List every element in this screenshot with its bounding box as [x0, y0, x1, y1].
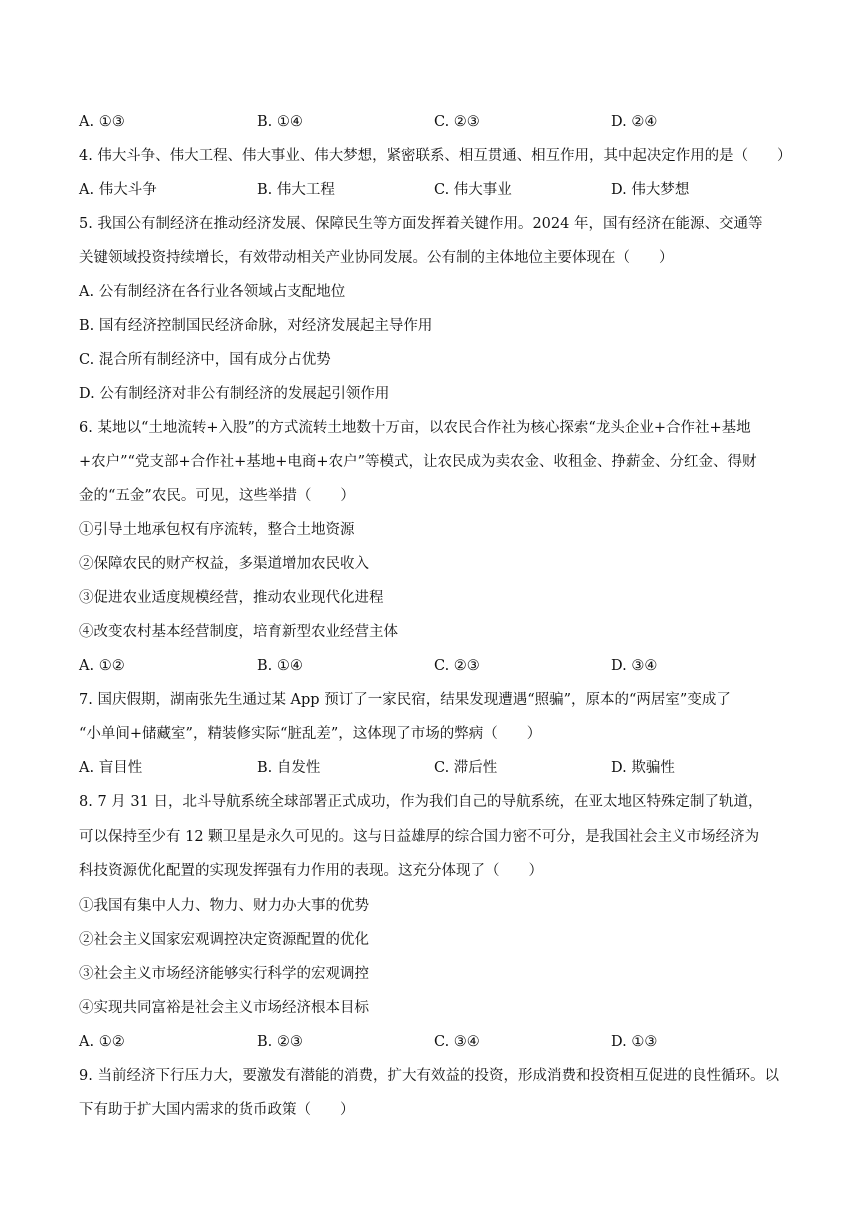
q6-statement-3: ③促进农业适度规模经营，推动农业现代化进程 — [79, 590, 384, 606]
q5-option-c[interactable]: C. 混合所有制经济中，国有成分占优势 — [79, 352, 331, 368]
q7-option-d[interactable]: D. 欺骗性 — [611, 760, 675, 776]
q4-option-d[interactable]: D. 伟大梦想 — [611, 182, 690, 198]
q8-statement-1: ①我国有集中人力、物力、财力办大事的优势 — [79, 898, 369, 914]
q6-option-b[interactable]: B. ①④ — [257, 658, 303, 674]
q6-statement-4: ④改变农村基本经营制度，培育新型农业经营主体 — [79, 624, 398, 640]
q5-stem-line-1: 5. 我国公有制经济在推动经济发展、保障民生等方面发挥着关键作用。2024 年，国有经济在能源、交通等 — [79, 216, 763, 232]
q8-option-c[interactable]: C. ③④ — [434, 1034, 480, 1050]
q8-stem-line-3: 科技资源优化配置的实现发挥强有力作用的表现。这充分体现了（ ） — [79, 863, 543, 879]
q9-stem-line-2: 下有助于扩大国内需求的货币政策（ ） — [79, 1102, 355, 1118]
q8-statement-4: ④实现共同富裕是社会主义市场经济根本目标 — [79, 1000, 369, 1016]
q7-option-b[interactable]: B. 自发性 — [257, 760, 321, 776]
q9-stem-line-1: 9. 当前经济下行压力大，要激发有潜能的消费，扩大有效益的投资，形成消费和投资相互促进的良性循环。以 — [79, 1068, 779, 1084]
q5-stem-line-2: 关键领域投资持续增长，有效带动相关产业协同发展。公有制的主体地位主要体现在（ ） — [79, 250, 674, 266]
q7-stem-line-1: 7. 国庆假期，湖南张先生通过某 App 预订了一家民宿，结果发现遭遇“照骗”，原本的“两居室”变成了 — [79, 692, 731, 708]
q5-option-b[interactable]: B. 国有经济控制国民经济命脉，对经济发展起主导作用 — [79, 318, 433, 334]
q6-stem-line-3: 金的“五金”农民。可见，这些举措（ ） — [79, 488, 355, 504]
q3-option-c[interactable]: C. ②③ — [434, 114, 480, 130]
q6-option-a[interactable]: A. ①② — [79, 658, 125, 674]
q3-option-a[interactable]: A. ①③ — [79, 114, 125, 130]
q8-statement-2: ②社会主义国家宏观调控决定资源配置的优化 — [79, 932, 369, 948]
q6-statement-2: ②保障农民的财产权益，多渠道增加农民收入 — [79, 556, 369, 572]
q3-options — [79, 112, 799, 132]
q8-option-b[interactable]: B. ②③ — [257, 1034, 303, 1050]
q8-option-d[interactable]: D. ①③ — [611, 1034, 658, 1050]
q8-stem-line-1: 8. 7 月 31 日，北斗导航系统全球部署正式成功，作为我们自己的导航系统，在亚太地区特殊定制了轨道， — [79, 794, 763, 810]
q4-option-c[interactable]: C. 伟大事业 — [434, 182, 512, 198]
q4-option-b[interactable]: B. 伟大工程 — [257, 182, 335, 198]
q8-stem-line-2: 可以保持至少有 12 颗卫星是永久可见的。这与日益雄厚的综合国力密不可分，是我国社会主义市场经济为 — [79, 829, 760, 845]
q6-statement-1: ①引导土地承包权有序流转，整合土地资源 — [79, 522, 355, 538]
q6-option-c[interactable]: C. ②③ — [434, 658, 480, 674]
q7-option-a[interactable]: A. 盲目性 — [79, 760, 143, 776]
q4-stem: 4. 伟大斗争、伟大工程、伟大事业、伟大梦想，紧密联系、相互贯通、相互作用，其中起决定作用的是（ ） — [79, 148, 792, 164]
q4-options — [79, 180, 799, 200]
q5-option-a[interactable]: A. 公有制经济在各行业各领域占支配地位 — [79, 284, 346, 300]
q7-options — [79, 758, 799, 778]
q5-option-d[interactable]: D. 公有制经济对非公有制经济的发展起引领作用 — [79, 386, 390, 402]
q7-stem-line-2: “小单间+储藏室”，精装修实际“脏乱差”，这体现了市场的弊病（ ） — [79, 726, 542, 742]
q8-options — [79, 1032, 799, 1052]
q4-option-a[interactable]: A. 伟大斗争 — [79, 182, 157, 198]
q3-option-d[interactable]: D. ②④ — [611, 114, 658, 130]
q3-option-b[interactable]: B. ①④ — [257, 114, 303, 130]
q6-stem-line-2: +农户”“党支部+合作社+基地+电商+农户”等模式，让农民成为卖农金、收租金、挣薪金、分红金、得财 — [79, 454, 757, 470]
q6-option-d[interactable]: D. ③④ — [611, 658, 658, 674]
q6-stem-line-1: 6. 某地以“土地流转+入股”的方式流转土地数十万亩，以农民合作社为核心探索“龙头企业+合作社+基地 — [79, 420, 751, 436]
q8-statement-3: ③社会主义市场经济能够实行科学的宏观调控 — [79, 966, 369, 982]
q7-option-c[interactable]: C. 滞后性 — [434, 760, 498, 776]
q8-option-a[interactable]: A. ①② — [79, 1034, 125, 1050]
q6-options — [79, 656, 799, 676]
